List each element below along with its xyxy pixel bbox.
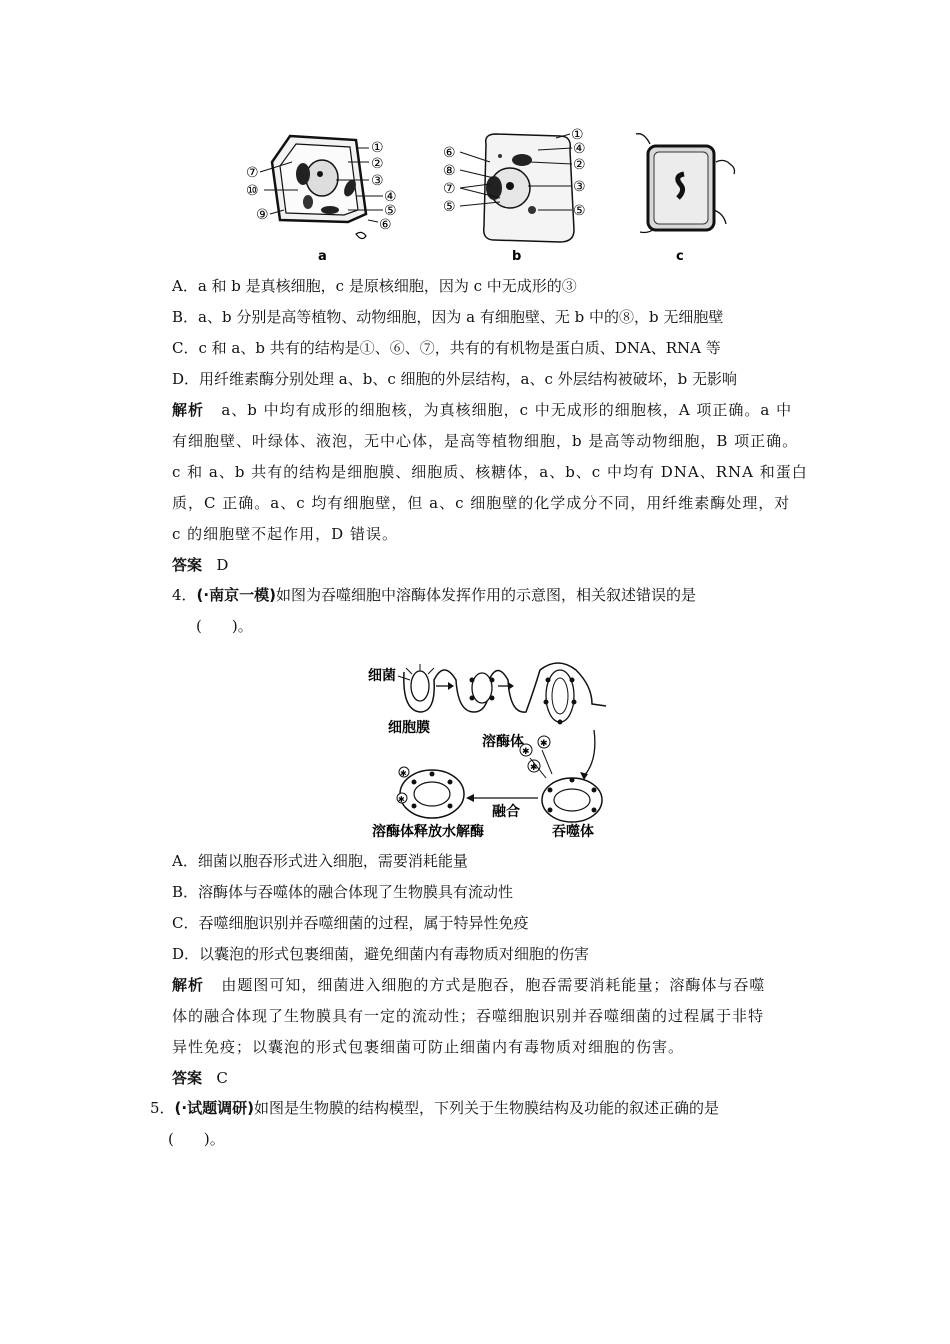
q3-analysis-line-5: c 的细胞壁不起作用，D 错误。 [172,525,398,543]
q4-analysis-line-2: 体的融合体现了生物膜具有一定的流动性；吞噬细胞识别并吞噬细菌的过程属于非特 [172,1007,765,1025]
plant-cell-a [246,136,397,264]
q4-option-b[interactable]: B．溶酶体与吞噬体的融合体现了生物膜具有流动性 [172,883,514,901]
marker-b-2: ② [573,157,586,173]
q4-stem-text: 如图为吞噬细胞中溶酶体发挥作用的示意图，相关叙述错误的是 [275,586,696,604]
q3-option-d[interactable]: D．用纤维素酶分别处理 a、b、c 细胞的外层结构，a、c 外层结构被破坏，b 无影响 [172,370,737,388]
q4-stem [172,585,696,605]
label-lysosome: 溶酶体 [482,734,524,750]
label-c: c [676,249,684,264]
marker-b-5r: ⑤ [573,203,586,219]
prokaryote-cell-c [636,134,735,264]
q3-analysis-line-3: c 和 a、b 共有的结构是细胞膜、细胞质、核糖体，a、b、c 中均有 DNA、RNA 和蛋白 [172,463,808,481]
marker-a-1: ① [371,140,384,156]
q3-analysis-text-1: a、b 中均有成形的细胞核，为真核细胞，c 中无成形的细胞核，A 项正确。a 中 [221,401,793,419]
marker-b-3: ③ [573,179,586,195]
marker-a-10: ⑩ [246,183,259,199]
q3-answer [172,555,228,575]
q4-number: 4． [172,586,197,604]
q4-analysis-label: 解析 [172,976,205,994]
label-fusion: 融合 [492,804,520,820]
marker-a-7: ⑦ [246,165,259,181]
q5-source: (·试题调研) [174,1099,254,1117]
svg-text:✱: ✱ [398,795,405,804]
lysosome-diagram [362,650,622,840]
q4-option-a[interactable]: A．细菌以胞吞形式进入细胞，需要消耗能量 [172,852,468,870]
svg-text:✱: ✱ [540,739,548,749]
q3-option-b[interactable]: B．a、b 分别是高等植物、动物细胞，因为 a 有细胞壁、无 b 中的⑧，b 无细胞壁 [172,308,724,326]
marker-a-3: ③ [371,173,384,189]
marker-b-7: ⑦ [443,181,456,197]
cell-figure [238,122,738,267]
q3-option-c[interactable]: C．c 和 a、b 共有的结构是①、⑥、⑦，共有的有机物是蛋白质、DNA、RNA 等 [172,339,721,357]
label-b: b [512,249,522,264]
q4-option-c[interactable]: C．吞噬细胞识别并吞噬细菌的过程，属于特异性免疫 [172,914,529,932]
q4-analysis-text-1: 由题图可知，细菌进入细胞的方式是胞吞，胞吞需要消耗能量；溶酶体与吞噬 [221,976,766,994]
q4-analysis-line-3: 异性免疫；以囊泡的形式包裹细菌可防止细菌内有毒物质对细胞的伤害。 [172,1038,685,1056]
label-phagosome: 吞噬体 [552,824,594,840]
svg-text:✱: ✱ [530,763,538,773]
marker-b-6: ⑥ [443,145,456,161]
marker-a-9: ⑨ [256,207,269,223]
q4-source: (·南京一模) [196,586,276,604]
marker-b-8: ⑧ [443,163,456,179]
svg-text:✱: ✱ [522,747,530,757]
q4-blank: ( )。 [196,617,253,635]
q3-analysis-label: 解析 [172,401,205,419]
animal-cell-b [443,127,586,264]
marker-a-5: ⑤ [384,203,397,219]
q5-stem [150,1098,719,1118]
q3-answer-label: 答案 [172,556,203,574]
q3-answer-value: D [216,556,229,574]
q5-stem-text: 如图是生物膜的结构模型，下列关于生物膜结构及功能的叙述正确的是 [253,1099,719,1117]
label-membrane: 细胞膜 [388,720,430,736]
q3-analysis-line-4: 质，C 正确。a、c 均有细胞壁，但 a、c 细胞壁的化学成分不同，用纤维素酶处理，对 [172,494,791,512]
marker-a-4: ④ [384,189,397,205]
q4-answer-label: 答案 [172,1069,203,1087]
marker-b-1: ① [571,127,584,143]
q3-analysis-line-1 [172,400,792,420]
marker-b-4: ④ [573,141,586,157]
marker-a-6: ⑥ [379,217,392,233]
q4-option-d[interactable]: D．以囊泡的形式包裹细菌，避免细菌内有毒物质对细胞的伤害 [172,945,590,963]
q3-option-a[interactable]: A．a 和 b 是真核细胞，c 是原核细胞，因为 c 中无成形的③ [172,277,577,295]
svg-text:✱: ✱ [400,769,407,778]
label-a: a [318,249,327,264]
q5-number: 5． [150,1099,175,1117]
q4-analysis-line-1 [172,975,765,995]
q3-analysis-line-2: 有细胞壁、叶绿体、液泡，无中心体，是高等植物细胞，b 是高等动物细胞，B 项正确。 [172,432,799,450]
label-bacteria: 细菌 [368,668,396,684]
q5-blank: ( )。 [168,1130,225,1148]
marker-a-2: ② [371,156,384,172]
q4-answer [172,1068,228,1088]
label-release: 溶酶体释放水解酶 [372,824,484,840]
q4-answer-value: C [216,1069,228,1087]
marker-b-5l: ⑤ [443,199,456,215]
